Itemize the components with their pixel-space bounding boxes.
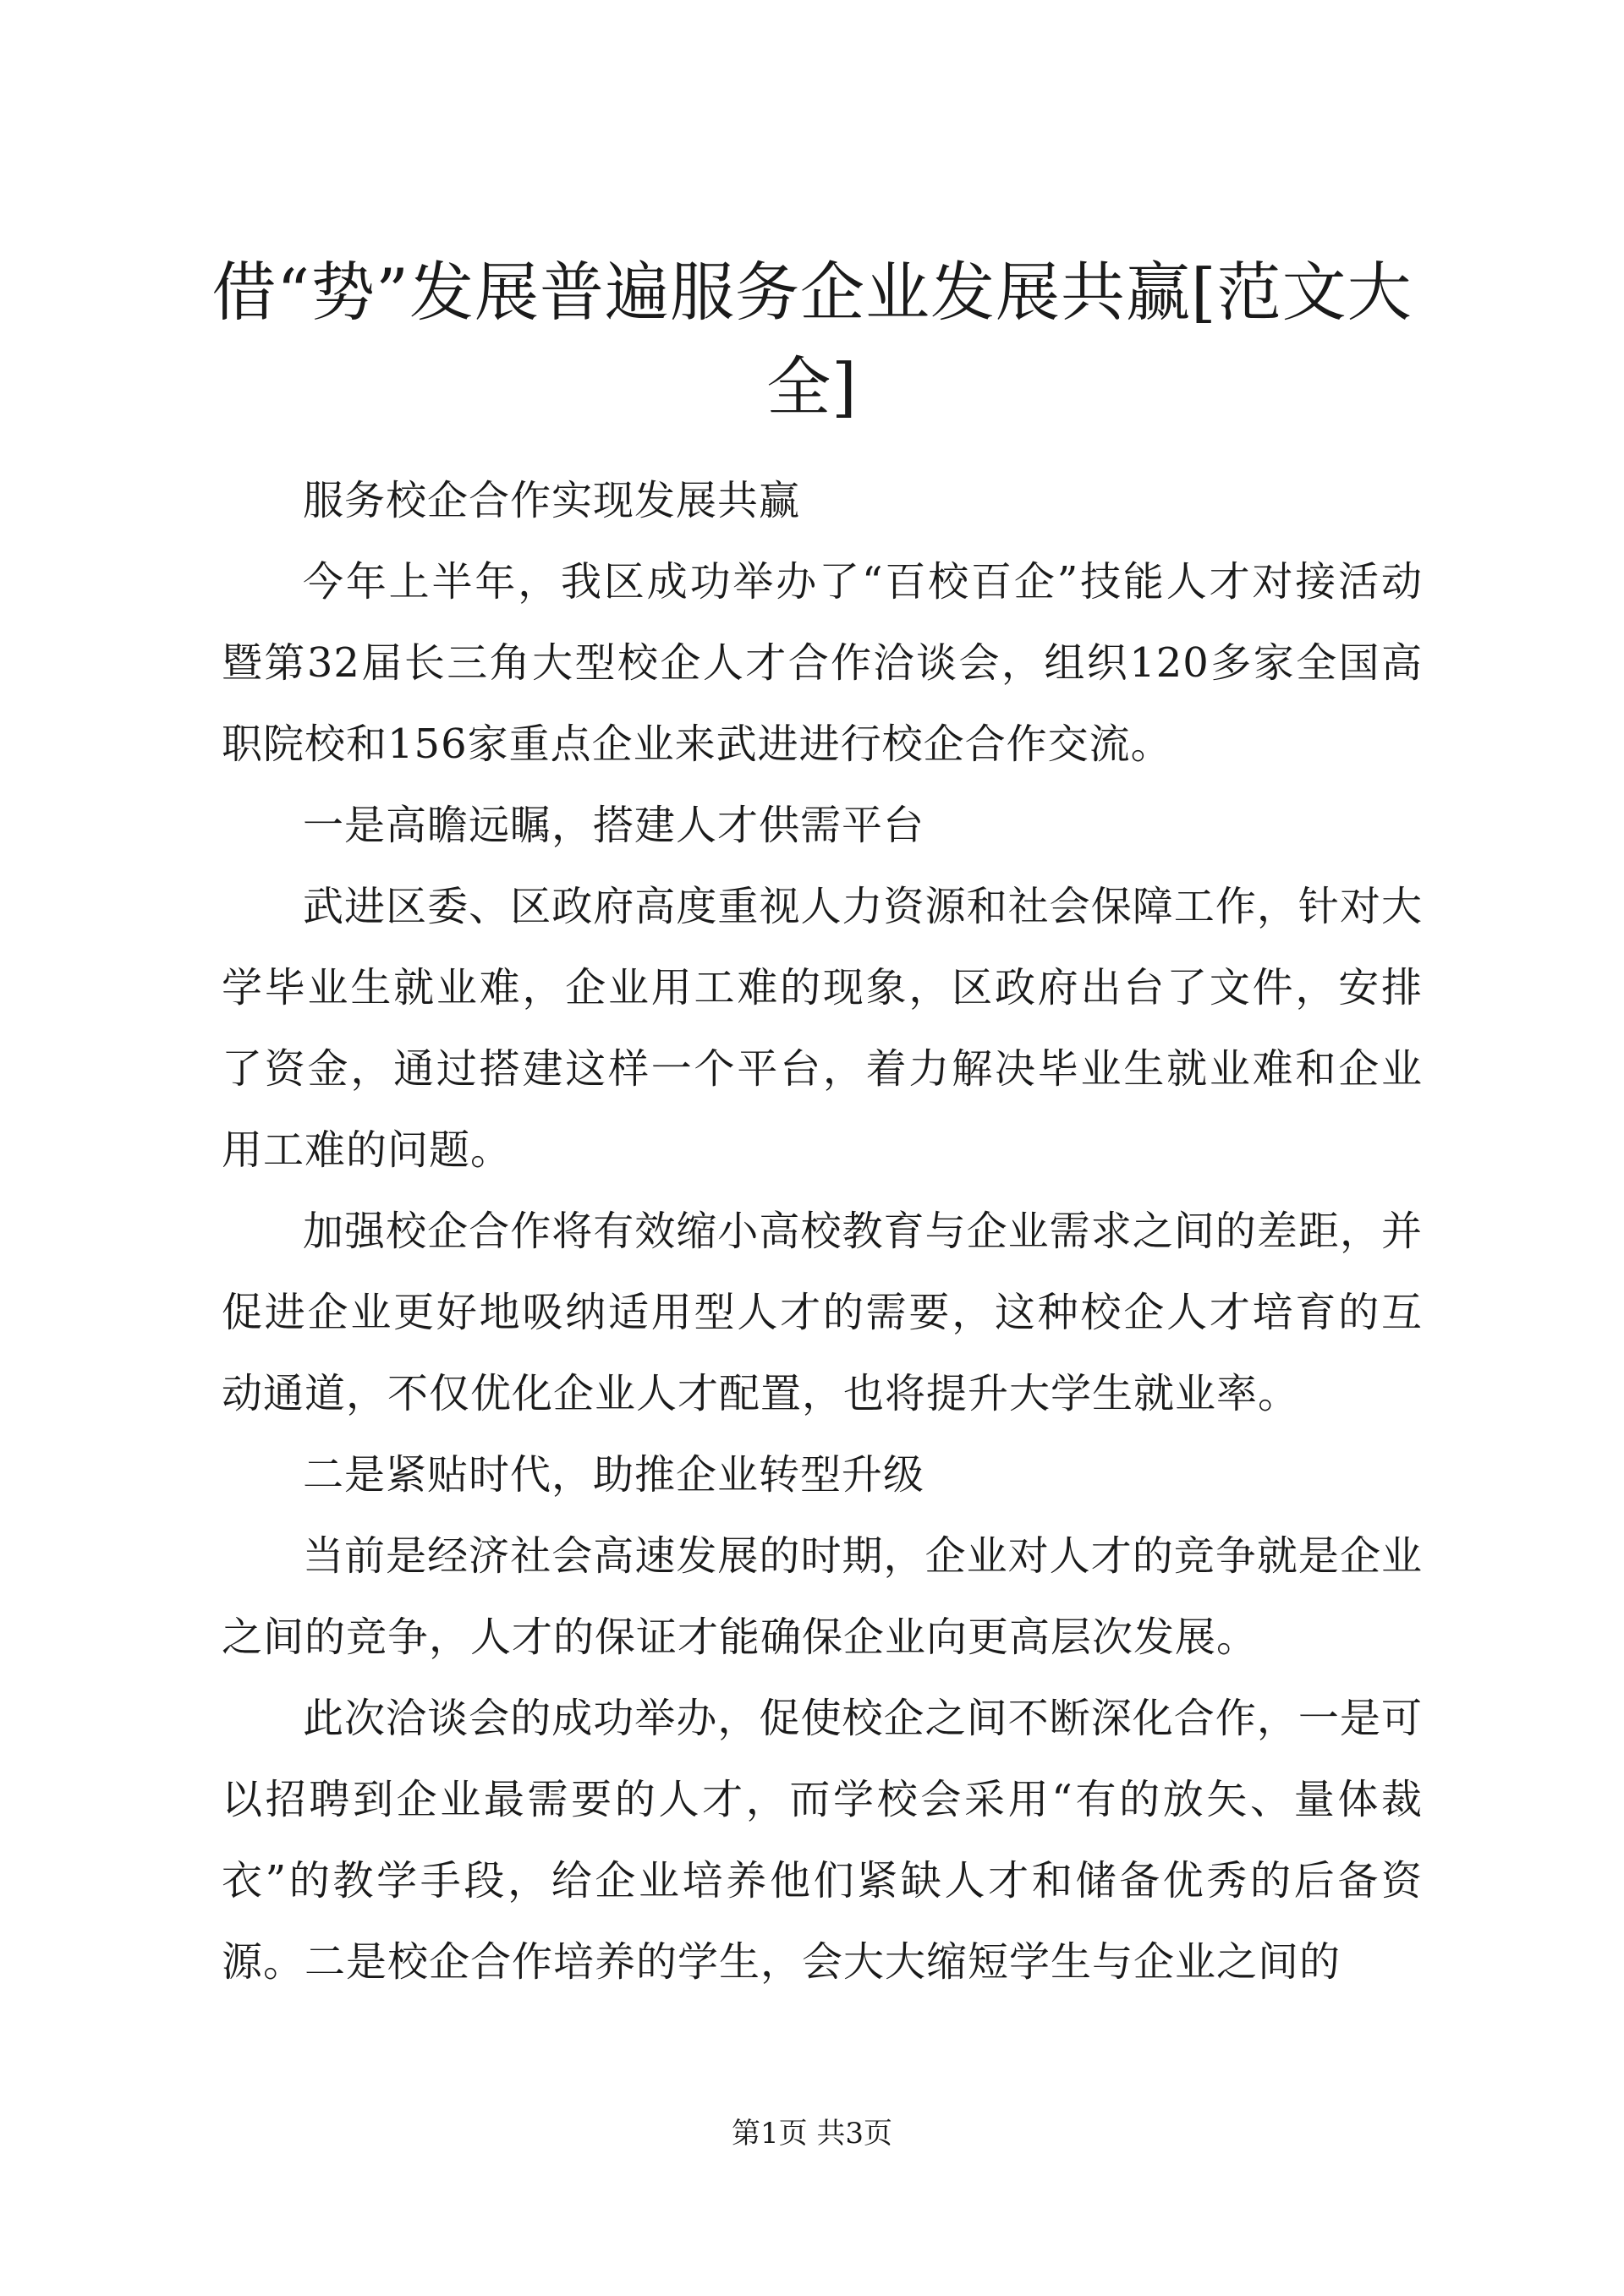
- paragraph-subtitle: 服务校企合作实现发展共赢: [303, 477, 801, 524]
- section-heading: 一是高瞻远瞩，搭建人才供需平台: [303, 802, 925, 849]
- document-body: [222, 460, 1423, 2003]
- document-title: 借“势”发展普遍服务企业发展共赢[范文大全]: [211, 255, 1413, 425]
- paragraph: 今年上半年，我区成功举办了“百校百企”技能人才对接活动暨第32届长三角大型校企人才合作洽谈会，组织120多家全国高职院校和156家重点企业来武进进行校企合作交流。: [222, 558, 1423, 768]
- section-heading: 二是紧贴时代，助推企业转型升级: [303, 1451, 925, 1499]
- page-footer: 第1页 共3页: [731, 2117, 893, 2151]
- paragraph: 加强校企合作将有效缩小高校教育与企业需求之间的差距，并促进企业更好地吸纳适用型人才的需要，这种校企人才培育的互动通道，不仅优化企业人才配置，也将提升大学生就业率。: [222, 1208, 1423, 1417]
- paragraph: 武进区委、区政府高度重视人力资源和社会保障工作，针对大学毕业生就业难，企业用工难的现象，区政府出台了文件，安排了资金，通过搭建这样一个平台，着力解决毕业生就业难和企业用工难的问题。: [222, 883, 1423, 1174]
- paragraph: 当前是经济社会高速发展的时期，企业对人才的竞争就是企业之间的竞争，人才的保证才能确保企业向更高层次发展。: [222, 1532, 1423, 1661]
- paragraph: 此次洽谈会的成功举办，促使校企之间不断深化合作，一是可以招聘到企业最需要的人才，而学校会采用“有的放矢、量体裁衣”的教学手段，给企业培养他们紧缺人才和储备优秀的后备资源。二是校企合作培养的学生，会大大缩短学生与企业之间的: [222, 1695, 1423, 1986]
